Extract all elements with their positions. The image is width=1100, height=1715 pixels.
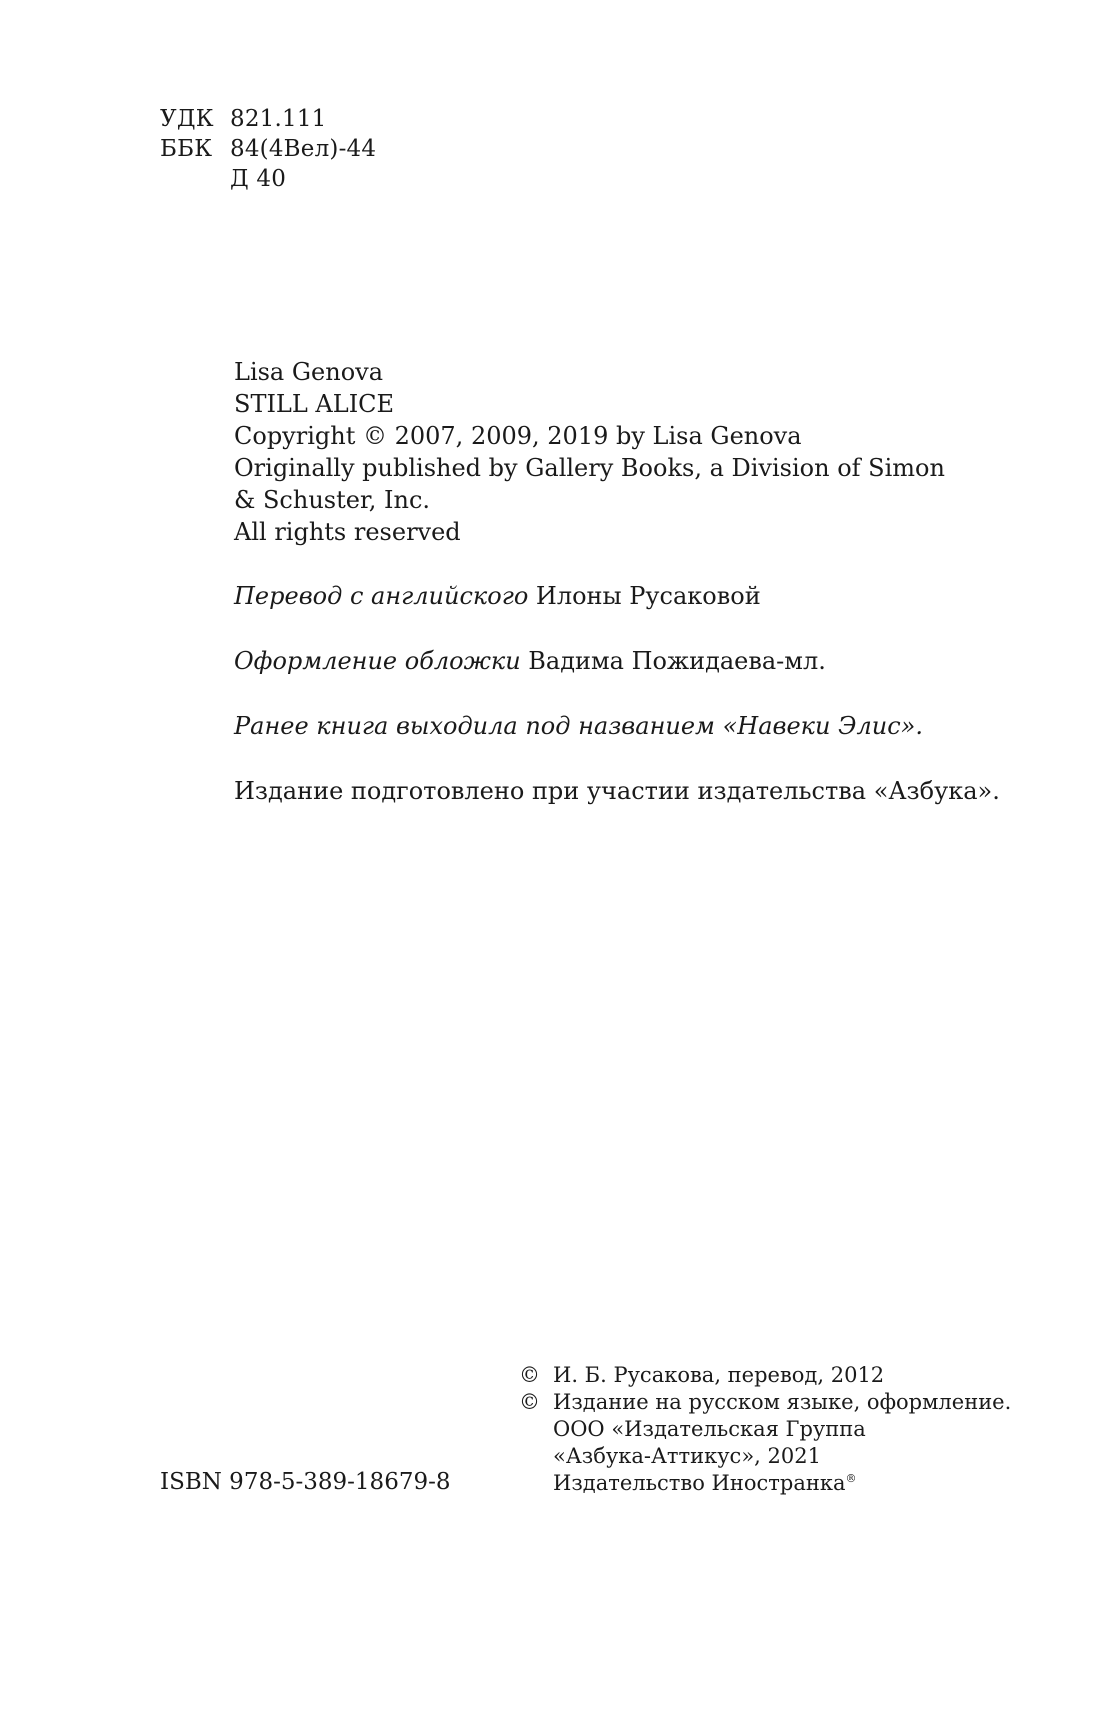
copyright-symbol: ©: [519, 1363, 540, 1387]
russian-copyright-block: [519, 1362, 1011, 1497]
original-title: STILL ALICE: [234, 390, 395, 418]
udk-value: 821.111: [230, 106, 327, 132]
isbn: ISBN 978-5-389-18679-8: [160, 1469, 451, 1495]
original-author: Lisa Genova: [234, 358, 384, 386]
author-mark-row: [160, 164, 376, 194]
copyright-imprint: [519, 1470, 1011, 1497]
copyright-publisher-line2: «Азбука-Аттикус», 2021: [553, 1444, 821, 1468]
udk-row: [160, 104, 376, 134]
copyright-translation: И. Б. Русакова, перевод, 2012: [553, 1363, 885, 1387]
copyright-translation-row: [519, 1362, 1011, 1389]
imprint-name: Издательство Иностранка: [553, 1471, 846, 1495]
bbk-label: ББК: [160, 136, 213, 162]
copyright-symbol: ©: [519, 1390, 540, 1414]
udk-label: УДК: [160, 106, 214, 132]
translator-name: Илоны Русаковой: [535, 582, 761, 610]
copyright-publisher-line1: ООО «Издательская Группа: [553, 1417, 866, 1441]
cover-role: Оформление обложки: [234, 647, 521, 675]
original-publisher-line2: & Schuster, Inc.: [234, 486, 431, 514]
previous-title-note: Ранее книга выходила под названием «Навеки Элис».: [234, 712, 923, 740]
registered-mark: ®: [845, 1472, 857, 1485]
bbk-row: [160, 134, 376, 164]
copyright-edition: Издание на русском языке, оформление.: [553, 1390, 1012, 1414]
cover-designer-name: Вадима Пожидаева-мл.: [528, 647, 826, 675]
translation-role: Перевод с английского: [234, 582, 529, 610]
classification-block: [160, 104, 376, 194]
cover-credit: [234, 645, 826, 677]
copyright-edition-row: [519, 1389, 1011, 1416]
translation-credit: [234, 580, 761, 612]
bbk-value: 84(4Вел)-44: [230, 136, 377, 162]
original-rights-block: [234, 356, 1034, 548]
author-mark: Д 40: [230, 166, 287, 192]
rights-reserved: All rights reserved: [234, 518, 461, 546]
original-copyright: Copyright © 2007, 2009, 2019 by Lisa Genova: [234, 422, 802, 450]
prepared-note: Издание подготовлено при участии издательства «Азбука».: [234, 777, 1000, 805]
original-publisher-line1: Originally published by Gallery Books, a Division of Simon: [234, 454, 945, 482]
